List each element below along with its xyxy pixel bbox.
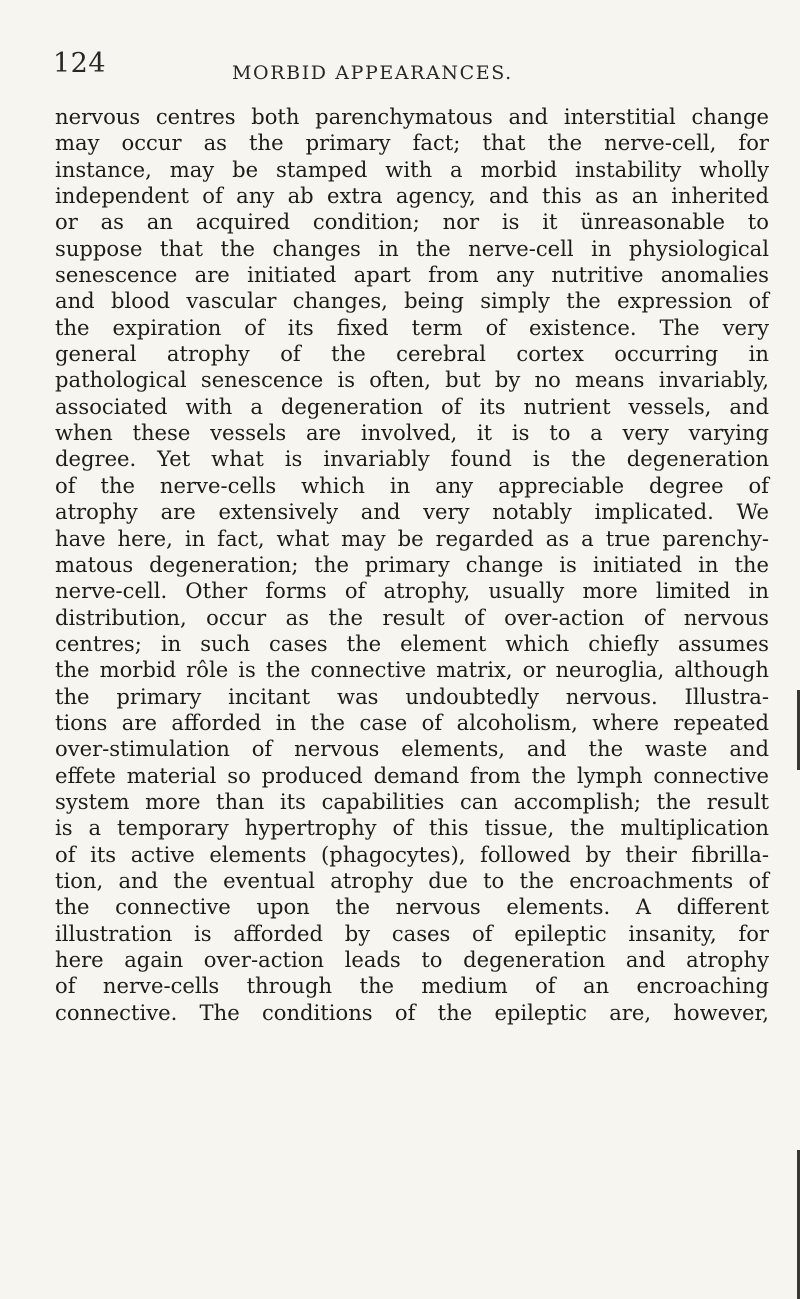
text-line: of the nerve-cells which in any appreciable degree of [55, 472, 769, 498]
text-line: connective. The conditions of the epileptic are, however, [55, 999, 769, 1025]
text-line: atrophy are extensively and very notably implicated. We [55, 499, 769, 525]
text-line: centres; in such cases the element which chiefly assumes [55, 630, 769, 656]
text-line: illustration is afforded by cases of epileptic insanity, for [55, 920, 769, 946]
page-number: 124 [53, 48, 107, 79]
text-line: is a temporary hypertrophy of this tissue, the multiplication [55, 815, 769, 841]
text-line: the expiration of its fixed term of existence. The very [55, 314, 769, 340]
text-line: over-stimulation of nervous elements, and the waste and [55, 736, 769, 762]
text-line: or as an acquired condition; nor is it ünreasonable to [55, 209, 769, 235]
text-line: here again over-action leads to degeneration and atrophy [55, 947, 769, 972]
body-text [55, 104, 769, 1026]
text-line: tions are afforded in the case of alcoholism, where repeated [55, 709, 769, 735]
text-line: suppose that the changes in the nerve-cell in physiological [55, 235, 769, 261]
text-line: pathological senescence is often, but by no means invariably, [55, 367, 769, 393]
text-line: distribution, occur as the result of over-action of nervous [55, 604, 769, 630]
running-head: MORBID APPEARANCES. [232, 62, 513, 84]
text-line: system more than its capabilities can accomplish; the result [55, 788, 769, 814]
text-line: nerve-cell. Other forms of atrophy, usually more limited in [55, 578, 769, 604]
text-line: matous degeneration; the primary change is initiated in the [55, 551, 769, 577]
text-line: tion, and the eventual atrophy due to the encroachments of [55, 867, 769, 893]
text-line: associated with a degeneration of its nutrient vessels, and [55, 393, 769, 419]
text-line: of nerve-cells through the medium of an encroaching [55, 973, 769, 999]
text-line: nervous centres both parenchymatous and interstitial change [55, 104, 769, 129]
text-line: of its active elements (phagocytes), followed by their fibrilla- [55, 841, 769, 867]
text-line: have here, in fact, what may be regarded as a true parenchy- [55, 525, 769, 551]
text-line: effete material so produced demand from the lymph connective [55, 762, 769, 788]
text-line: the connective upon the nervous elements. A different [55, 894, 769, 920]
text-line: senescence are initiated apart from any nutritive anomalies [55, 262, 769, 288]
text-line: may occur as the primary fact; that the nerve-cell, for [55, 130, 769, 156]
text-line: instance, may be stamped with a morbid instability wholly [55, 156, 769, 182]
text-line: the morbid rôle is the connective matrix, or neuroglia, although [55, 657, 769, 683]
text-line: when these vessels are involved, it is to a very varying [55, 420, 769, 446]
text-line: the primary incitant was undoubtedly nervous. Illustra- [55, 683, 769, 709]
text-line: independent of any ab extra agency, and this as an inherited [55, 183, 769, 209]
text-line: general atrophy of the cerebral cortex occurring in [55, 341, 769, 367]
text-line: and blood vascular changes, being simply the expression of [55, 288, 769, 314]
text-line: degree. Yet what is invariably found is the degeneration [55, 446, 769, 472]
